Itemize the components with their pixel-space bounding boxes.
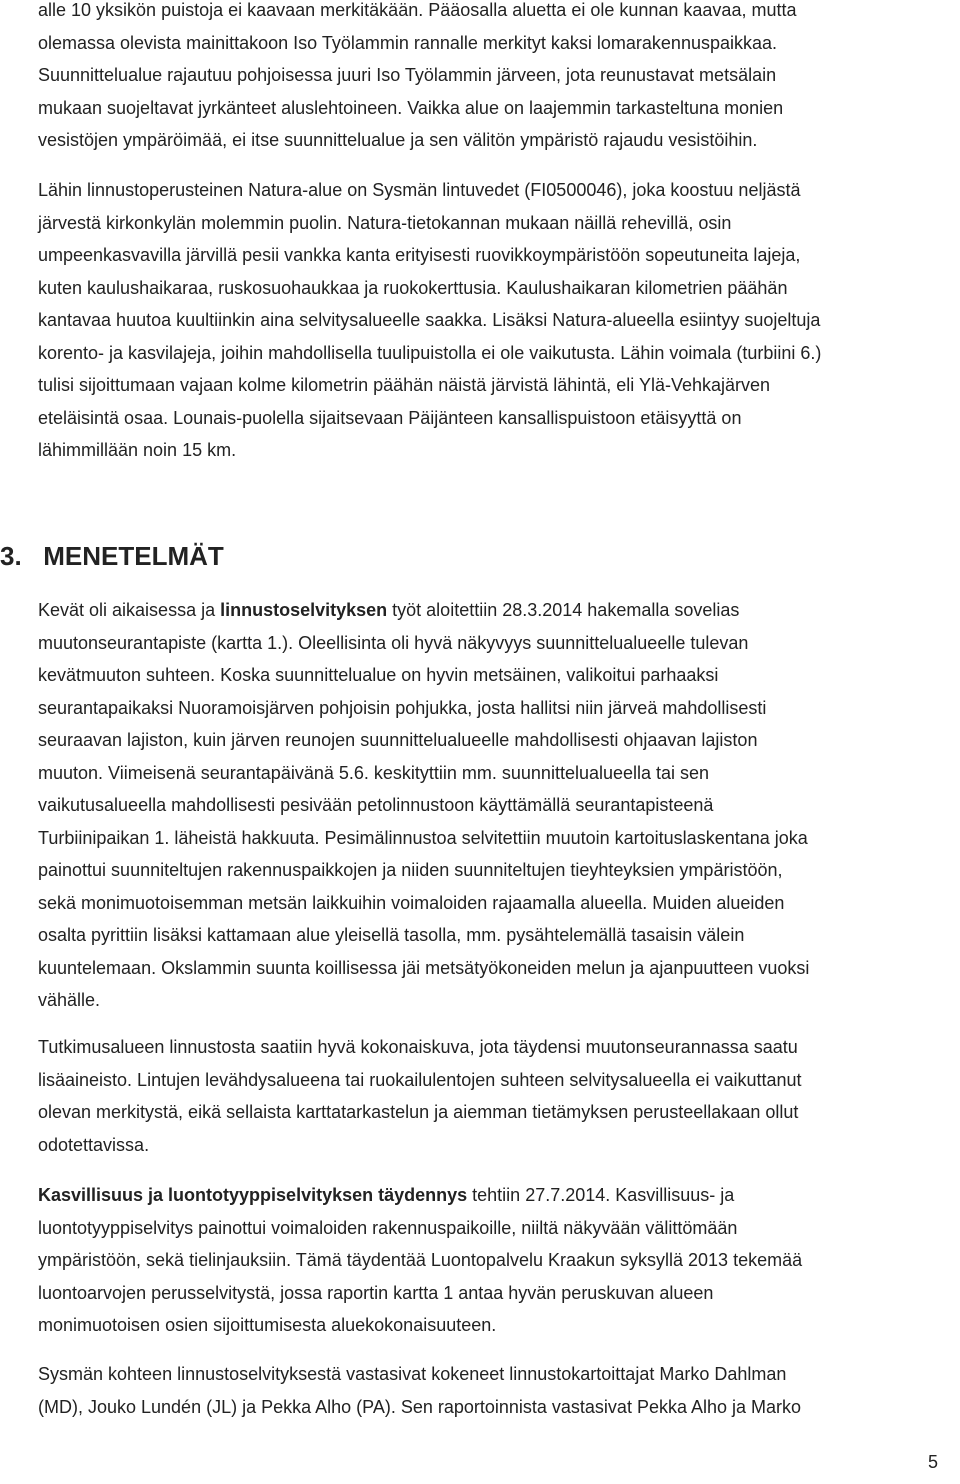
text-line: muutonseurantapiste (kartta 1.). Oleellisinta oli hyvä näkyvyys suunnittelualueelle tulevan bbox=[38, 632, 749, 653]
text-line: Sysmän kohteen linnustoselvityksestä vastasivat kokeneet linnustokartoittajat Marko Dahlman bbox=[38, 1364, 787, 1384]
text-line: monimuotoisen osien sijoittumisesta aluekokonaisuuteen. bbox=[38, 1315, 497, 1335]
methods-paragraph bbox=[38, 594, 944, 1017]
text-line: ympäristöön, sekä tielinjauksiin. Tämä täydentää Luontopalvelu Kraakun syksyllä 2013 tekemää bbox=[38, 1250, 803, 1270]
bold-term: Kasvillisuus ja luontotyyppiselvityksen täydennys bbox=[38, 1185, 468, 1205]
text-line: Lähin linnustoperusteinen Natura-alue on Sysmän lintuvedet (FI0500046), joka koostuu neljästä bbox=[38, 180, 801, 200]
text-run: työt aloitettiin 28.3.2014 hakemalla sovelias bbox=[387, 600, 740, 620]
text-line: (MD), Jouko Lundén (JL) ja Pekka Alho (PA). Sen raportoinnista vastasivat Pekka Alho ja Marko bbox=[38, 1396, 802, 1417]
page-number: 5 bbox=[927, 1452, 938, 1472]
text-line: lähimmillään noin 15 km. bbox=[38, 440, 237, 460]
text-line: osalta pyrittiin lisäksi kattamaan alue yleisellä tasolla, mm. pysähtelemällä tasaisin välein bbox=[38, 925, 745, 945]
text-line: luontoarvojen perusselvitystä, jossa raportin kartta 1 antaa hyvän peruskuvan alueen bbox=[38, 1282, 714, 1303]
text-line: painottui suunniteltujen rakennuspaikkojen ja niiden suunniteltujen tieyhteyksien ympäristöön, bbox=[38, 860, 783, 880]
text-line: umpeenkasvavilla järvillä pesii vankka kanta erityisesti ruovikkoympäristöön sopeutuneita lajeja, bbox=[38, 245, 801, 265]
text-line: vaikutusalueella mahdollisesti pesivään petolinnustoon käyttämällä seurantapisteenä bbox=[38, 795, 714, 815]
text-run: tehtiin 27.7.2014. Kasvillisuus- ja bbox=[467, 1185, 735, 1205]
text-line: Turbiinipaikan 1. läheistä hakkuuta. Pesimälinnustoa selvitettiin muutoin kartoituslaskentana joka bbox=[38, 827, 808, 848]
text-line bbox=[38, 594, 944, 627]
text-line: korento- ja kasvilajeja, joihin mahdollisella tuulipuistolla ei ole vaikutusta. Lähin voimala (turbiini 6.) bbox=[38, 342, 822, 363]
text-run: Kevät oli aikaisessa ja bbox=[38, 600, 221, 620]
text-line: eteläisintä osaa. Lounais-puolella sijaitsevaan Päijänteen kansallispuistoon etäisyyttä on bbox=[38, 407, 742, 428]
text-line: kevätmuuton suhteen. Koska suunnittelualue on hyvin metsäinen, valikoitui parhaaksi bbox=[38, 665, 719, 685]
section-title: MENETELMÄT bbox=[43, 541, 224, 571]
text-line: alle 10 yksikön puistoja ei kaavaan merkitäkään. Pääosalla aluetta ei ole kunnan kaavaa, mutta bbox=[38, 0, 797, 20]
section-number: 3. bbox=[0, 541, 22, 571]
intro-paragraph bbox=[38, 0, 944, 157]
section-heading bbox=[0, 538, 224, 574]
text-line: kuuntelemaan. Okslammin suunta koillisessa jäi metsätyökoneiden melun ja ajanpuutteen vuoksi bbox=[38, 957, 810, 978]
bold-term: linnustoselvityksen bbox=[220, 600, 388, 620]
text-line: seurantapaikaksi Nuoramoisjärven pohjoisin pohjukka, josta hallitsi niin järveä mahdollisesti bbox=[38, 697, 767, 718]
text-line: seuraavan lajiston, kuin järven reunojen suunnittelualueelle mahdollisesti ohjaavan lajiston bbox=[38, 730, 758, 750]
text-line: kantavaa huutoa kuultiinkin aina selvitysalueelle saakka. Lisäksi Natura-alueella esiintyy suojeltuja bbox=[38, 310, 821, 330]
text-line: vähälle. bbox=[38, 990, 101, 1010]
text-line: luontotyyppiselvitys painottui voimaloiden rakennuspaikoille, niiltä näkyvään välittömään bbox=[38, 1217, 738, 1238]
text-line: lisäaineisto. Lintujen levähdysalueena tai ruokailulentojen suhteen selvitysalueella ei vaikuttanut bbox=[38, 1069, 802, 1090]
responsible-paragraph bbox=[38, 1358, 944, 1423]
vegetation-paragraph bbox=[38, 1179, 944, 1342]
text-line: sekä monimuotoisemman metsän laikkuihin voimaloiden rajaamalla alueella. Muiden alueiden bbox=[38, 892, 785, 913]
text-line: olevan merkitystä, eikä sellaista karttatarkastelun ja aiemman tietämyksen perusteellakaan ollut bbox=[38, 1102, 799, 1122]
text-line: Tutkimusalueen linnustosta saatiin hyvä kokonaiskuva, jota täydensi muutonseurannassa saatu bbox=[38, 1037, 798, 1057]
text-line: mukaan suojeltavat jyrkänteet aluslehtoineen. Vaikka alue on laajemmin tarkasteltuna monien bbox=[38, 97, 784, 118]
text-line: olemassa olevista mainittakoon Iso Työlammin rannalle merkityt kaksi lomarakennuspaikkaa. bbox=[38, 32, 778, 53]
text-line: odotettavissa. bbox=[38, 1134, 150, 1155]
text-line: Suunnittelualue rajautuu pohjoisessa juuri Iso Työlammin järveen, jota reunustavat metsälain bbox=[38, 65, 777, 85]
text-line bbox=[38, 1179, 944, 1212]
natura-paragraph bbox=[38, 174, 944, 467]
text-line: muuton. Viimeisenä seurantapäivänä 5.6. keskityttiin mm. suunnittelualueella tai sen bbox=[38, 762, 710, 783]
overview-paragraph bbox=[38, 1031, 944, 1161]
text-line: järvestä kirkonkylän molemmin puolin. Natura-tietokannan mukaan näillä rehevillä, osin bbox=[38, 212, 732, 233]
text-line: kuten kaulushaikaraa, ruskosuohaukkaa ja ruokokerttusia. Kaulushaikaran kilometrien päähän bbox=[38, 277, 788, 298]
text-line: vesistöjen ympäröimää, ei itse suunnittelualue ja sen välitön ympäristö rajaudu vesistöihin. bbox=[38, 130, 758, 150]
text-line: tulisi sijoittumaan vajaan kolme kilometrin päähän näistä järvistä lähintä, eli Ylä-Vehkajärven bbox=[38, 375, 771, 395]
